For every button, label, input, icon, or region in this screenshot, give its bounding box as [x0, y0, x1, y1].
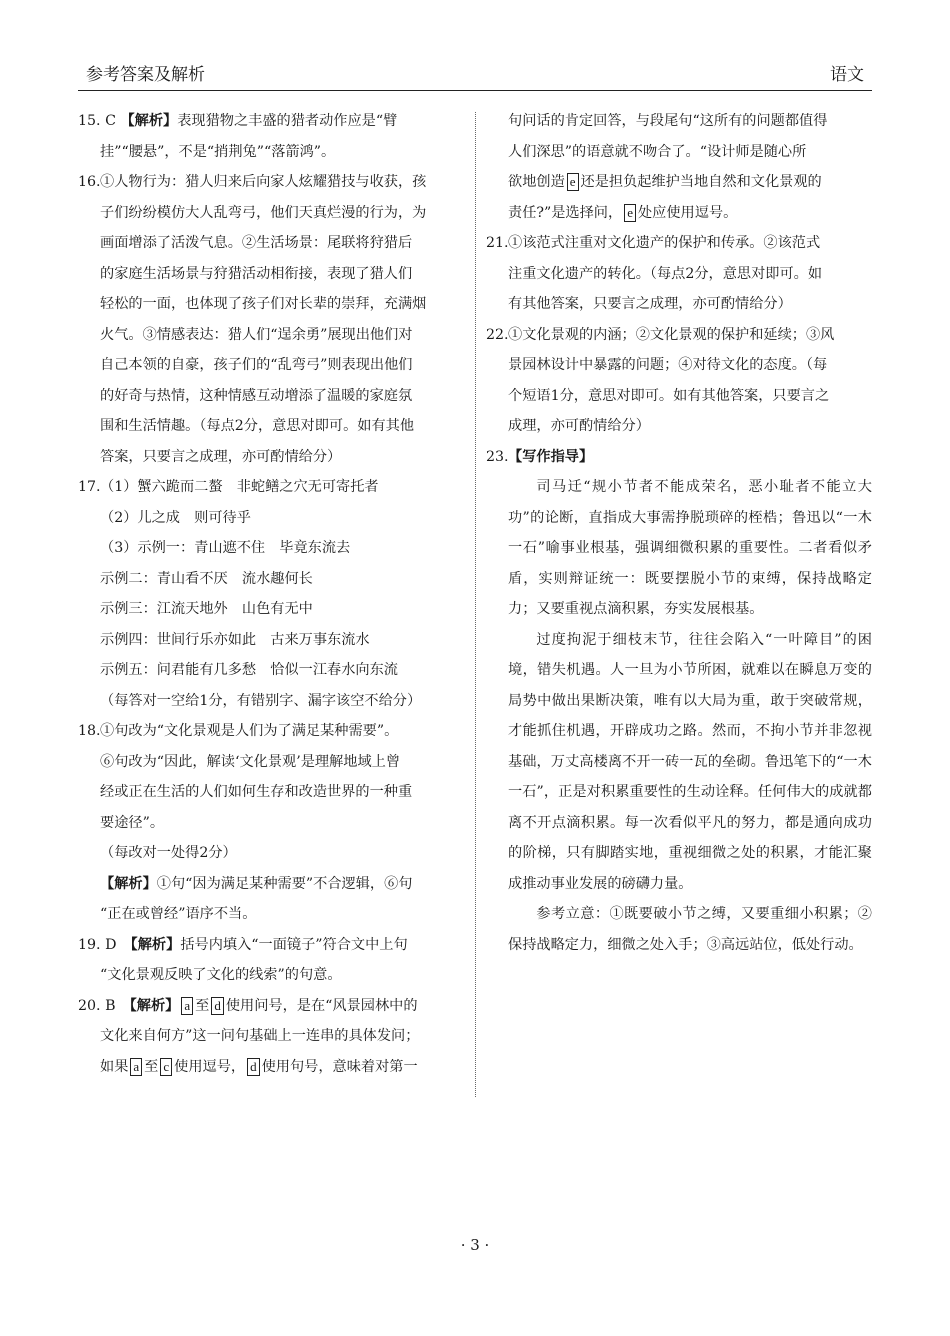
- answer-line: ①人物行为：猎人归来后向家人炫耀猎技与收获，孩: [100, 174, 427, 190]
- answer-line: （3）示例一：青山遮不住 毕竟东流去: [100, 540, 351, 556]
- answer-line: （每答对一空给1分，有错别字、漏字该空不给分）: [100, 692, 422, 709]
- right-column: [486, 106, 872, 960]
- answer-line: ⑥句改为“因此，解读‘文化景观’是理解地域上曾: [100, 753, 401, 770]
- answer-line: “正在或曾经”语序不当。: [100, 906, 257, 922]
- answer-line: [78, 991, 466, 1022]
- answer-line: 火气。③情感表达：猎人们“逞余勇”展现出他们对: [100, 326, 413, 343]
- answer-line: 经或正在生活的人们如何生存和改造世界的一种重: [100, 784, 413, 800]
- box-label-d: d: [247, 1058, 260, 1076]
- question-number: 17.: [78, 479, 101, 495]
- answer-line: 注重文化遗产的转化。（每点2分，意思对即可。如: [508, 265, 823, 282]
- box-label-e: e: [624, 204, 636, 222]
- answer-text: 处应使用逗号。: [637, 204, 738, 221]
- analysis-tag: 【解析】: [129, 997, 180, 1014]
- answer-text: 至: [144, 1058, 159, 1075]
- answer-line: （1）蟹六跪而二螯 非蛇鳝之穴无可寄托者: [100, 479, 379, 495]
- question-number: 15. C: [78, 113, 116, 129]
- box-label-e: e: [567, 173, 579, 191]
- answer-line: 文化来自何方”这一问句基础上一连串的具体发问；: [100, 1028, 420, 1044]
- box-label-d: d: [211, 997, 224, 1015]
- answer-15: [78, 106, 466, 167]
- answer-text: 括号内填入“一面镜子”符合文中上句: [180, 936, 408, 953]
- answer-20-continued: [486, 106, 872, 228]
- answer-22: [486, 320, 872, 442]
- answer-line: [508, 167, 872, 198]
- answer-line: 要途径”。: [100, 814, 165, 831]
- answer-text: 使用句号，意味着对第一: [261, 1058, 418, 1075]
- left-column: [78, 106, 466, 1082]
- analysis-tag: 【解析】: [120, 113, 178, 129]
- answer-19: [78, 930, 466, 991]
- answer-line: ①文化景观的内涵；②文化景观的保护和延续；③风: [508, 326, 835, 343]
- answer-text: 还是担负起维护当地自然和文化景观的: [580, 174, 822, 190]
- question-number: 16.: [78, 174, 101, 190]
- answer-line: 人们深思”的语意就不吻合了。“设计师是随心所: [508, 143, 807, 160]
- box-label-c: c: [160, 1058, 172, 1076]
- answer-line: 示例四：世间行乐亦如此 古来万事东流水: [100, 631, 370, 648]
- answer-line: 句问话的肯定回答，与段尾句“这所有的问题都值得: [508, 113, 828, 129]
- answer-line: ①该范式注重对文化遗产的保护和传承。②该范式: [508, 235, 821, 251]
- header-title: 参考答案及解析: [86, 65, 205, 85]
- header-subject: 语文: [830, 65, 864, 85]
- answer-16: [78, 167, 466, 472]
- writing-guide-tag: 【写作指导】: [508, 448, 594, 465]
- writing-paragraph-2: 过度拘泥于细枝末节，往往会陷入“一叶障目”的困境，错失机遇。人一旦为小节所困，就难以在瞬息万变的局势中做出果断决策，唯有以大局为重，敢于突破常规，才能抓住机遇，开辟成功之路。然而，不拘小节并非忽视基础，万丈高楼离不开一砖一瓦的垒砌。鲁迅笔下的“一木一石”，正是对积累重要性的生动诠释。任何伟大的成就都离不开点滴积累。每一次看似平凡的努力，都是通向成功的阶梯，只有脚踏实地，重视细微之处的积累，才能汇聚成推动事业发展的磅礴力量。: [508, 631, 872, 892]
- answer-line: 个短语1分，意思对即可。如有其他答案，只要言之: [508, 387, 830, 404]
- page-header: [78, 56, 872, 91]
- answer-line: 的家庭生活场景与狩猎活动相衔接，表现了猎人们: [100, 265, 413, 282]
- answer-20: [78, 991, 466, 1083]
- writing-paragraph-3: 参考立意：①既要破小节之缚，又要重细小积累；②保持战略定力，细微之处入手；③高远站位，低处行动。: [508, 906, 872, 953]
- answer-line: 示例三：江流天地外 山色有无中: [100, 601, 313, 617]
- answer-line: 答案，只要言之成理，亦可酌情给分）: [100, 448, 342, 465]
- analysis-line: [100, 869, 466, 900]
- answer-line: （每改对一处得2分）: [100, 845, 237, 861]
- answer-23: [486, 442, 872, 961]
- answer-text: 挂”“腰悬”，不是“捎荆兔”“落箭鸿”。: [100, 143, 336, 160]
- answer-line: 围和生活情趣。（每点2分，意思对即可。如有其他: [100, 418, 415, 434]
- answer-text: 至: [195, 997, 210, 1014]
- answer-text: 欲地创造: [508, 174, 565, 190]
- question-number: 23.: [486, 448, 509, 465]
- answer-line: 成理，亦可酌情给分）: [508, 418, 650, 434]
- answer-18: [78, 716, 466, 930]
- question-number: 21.: [486, 235, 509, 251]
- analysis-tag: 【解析】: [130, 936, 181, 953]
- writing-paragraph-1: 司马迁“规小节者不能成荣名，恶小耻者不能立大功”的论断，直指成大事需挣脱琐碎的桎梏；鲁迅以“一木一石”喻事业根基，强调细微积累的重要性。二者看似矛盾，实则辩证统一：既要摆脱小节的束缚，保持战略定力；又要重视点滴积累，夯实发展根基。: [508, 479, 872, 617]
- answer-line: [508, 198, 872, 229]
- answer-line: 有其他答案，只要言之成理，亦可酌情给分）: [508, 296, 792, 312]
- analysis-tag: 【解析】: [100, 875, 157, 892]
- answer-text: 如果: [100, 1058, 129, 1075]
- question-number: 20. B: [78, 997, 116, 1014]
- column-divider: [475, 112, 476, 1097]
- answer-line: 示例五：问君能有几多愁 恰似一江春水向东流: [100, 662, 398, 678]
- question-number: 18.: [78, 723, 101, 739]
- answer-text: 使用逗号，: [174, 1058, 246, 1075]
- answer-17: [78, 472, 466, 716]
- question-number: 22.: [486, 326, 509, 343]
- answer-line: [78, 930, 466, 961]
- answer-line: 轻松的一面，也体现了孩子们对长辈的崇拜，充满烟: [100, 296, 427, 312]
- page-number: · 3 ·: [460, 1236, 490, 1254]
- answer-text: 表现猎物之丰盛的猎者动作应是“臂: [177, 113, 398, 129]
- answer-line: （2）儿之成 则可待乎: [100, 509, 251, 526]
- answer-21: [486, 228, 872, 320]
- box-label-a: a: [181, 997, 193, 1015]
- answer-line: [100, 1052, 466, 1083]
- answer-text: ①句“因为满足某种需要”不合逻辑，⑥句: [156, 875, 413, 892]
- answer-line: 画面增添了活泼气息。②生活场景：尾联将狩猎后: [100, 235, 413, 251]
- question-number: 19. D: [78, 936, 117, 953]
- answer-line: 的好奇与热情，这种情感互动增添了温暖的家庭氛: [100, 387, 413, 404]
- answer-text: 责任?”是选择问，: [508, 204, 623, 221]
- answer-line: ①句改为“文化景观是人们为了满足某种需要”。: [100, 723, 399, 739]
- answer-line: 自己本领的自豪，孩子们的“乱弯弓”则表现出他们: [100, 357, 413, 373]
- answer-line: 子们纷纷模仿大人乱弯弓，他们天真烂漫的行为，为: [100, 204, 427, 221]
- answer-line: 景园林设计中暴露的问题；④对待文化的态度。（每: [508, 357, 828, 373]
- box-label-a: a: [130, 1058, 142, 1076]
- answer-line: 示例二：青山看不厌 流水趣何长: [100, 570, 313, 587]
- answer-line: “文化景观反映了文化的线索”的句意。: [100, 967, 342, 983]
- answer-text: 使用问号，是在“风景园林中的: [225, 997, 418, 1014]
